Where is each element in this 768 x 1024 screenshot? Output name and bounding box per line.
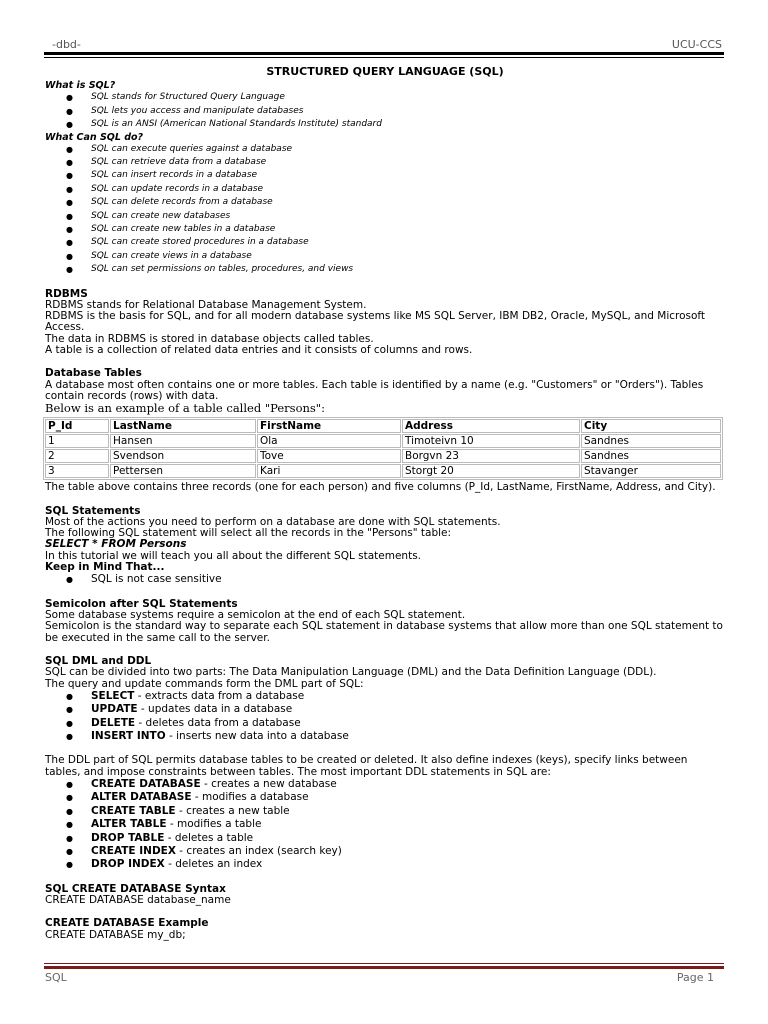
list-item [45,845,725,858]
table-cell: Pettersen [110,464,256,478]
persons-table [43,417,723,480]
description: - extracts data from a database [134,689,305,702]
table-cell: Tove [257,449,401,463]
list-item [45,717,725,730]
list-item [45,832,725,845]
statements-p3: In this tutorial we will teach you all about the different SQL statements. [45,549,422,562]
table-cell: Kari [257,464,401,478]
table-cell: Sandnes [581,449,721,463]
table-row [45,434,721,448]
dml-ddl-p2: The query and update commands form the DML part of SQL: [45,677,364,690]
list-item: ● SQL can create new tables in a database [45,223,725,236]
table-cell: Stavanger [581,464,721,478]
list-item [45,778,725,791]
table-header-cell: P_Id [45,419,109,433]
list-item: ● SQL is not case sensitive [45,573,725,586]
list-item: ● SQL can delete records from a database [45,196,725,209]
db-tables-p3: The table above contains three records (one for each person) and five columns (P_Id, LastName, FirstName, Address, and City). [45,481,716,494]
description: - updates data in a database [137,703,293,716]
footer-left: SQL [45,971,67,984]
list-item: ● SQL can create stored procedures in a database [45,236,725,249]
table-cell: Svendson [110,449,256,463]
keep-in-mind-heading: Keep in Mind That... [45,561,165,574]
semicolon-p2: Semicolon is the standard way to separate each SQL statement in database systems that allow more than one SQL statement to be executed in the same call to the server. [45,620,723,644]
header-right: UCU-CCS [671,38,722,51]
keyword: INSERT INTO [91,730,166,743]
rdbms-p2: RDBMS is the basis for SQL, and for all modern database systems like MS SQL Server, IBM DB2, Oracle, MySQL, and Microsoft Access. [45,310,706,334]
what-can-list [45,143,725,277]
table-row [45,449,721,463]
statements-code: SELECT * FROM Persons [45,538,187,551]
rdbms-p4: A table is a collection of related data entries and it consists of columns and rows. [45,344,473,357]
page-title: STRUCTURED QUERY LANGUAGE (SQL) [266,65,504,78]
description: - inserts new data into a database [165,730,349,743]
table-header-cell: FirstName [257,419,401,433]
rdbms-p3: The data in RDBMS is stored in database objects called tables. [45,332,374,345]
keyword: DELETE [91,716,136,729]
table-cell: 3 [45,464,109,478]
list-item [45,730,725,743]
what-is-list [45,91,725,131]
keyword: ALTER TABLE [91,818,167,831]
table-header-cell: LastName [110,419,256,433]
rdbms-heading: RDBMS [45,287,88,300]
list-item: ● SQL can execute queries against a database [45,143,725,156]
dml-ddl-p1: SQL can be divided into two parts: The Data Manipulation Language (DML) and the Data Definition Language (DDL). [45,666,657,679]
header-rule-thin [44,57,724,58]
keyword: UPDATE [91,703,138,716]
rdbms-p1: RDBMS stands for Relational Database Management System. [45,298,367,311]
description: - modifies a database [191,791,309,804]
db-tables-p2: Below is an example of a table called "Persons": [45,401,325,416]
list-item: ● SQL can retrieve data from a database [45,156,725,169]
page-content [45,66,725,941]
table-cell: Hansen [110,434,256,448]
keep-in-mind-list [45,573,725,586]
dml-ddl-p3: The DDL part of SQL permits database tables to be created or deleted. It also define indexes (keys), specify links between tables, and impose constraints between tables. The most important DDL statements in SQL are: [45,754,688,778]
list-item [45,805,725,818]
description: - deletes data from a database [135,716,301,729]
list-item [45,791,725,804]
keyword: CREATE TABLE [91,804,176,817]
table-cell: Timoteivn 10 [402,434,580,448]
keyword: ALTER DATABASE [91,791,192,804]
create-db-syntax-heading: SQL CREATE DATABASE Syntax [45,882,226,895]
keyword: DROP INDEX [91,858,165,871]
ddl-list [45,778,725,872]
semicolon-heading: Semicolon after SQL Statements [45,597,238,610]
footer-rule-thin [44,963,724,964]
create-db-example: CREATE DATABASE my_db; [45,928,186,941]
list-item: ● SQL is an ANSI (American National Standards Institute) standard [45,118,725,131]
table-cell: 1 [45,434,109,448]
keyword: DROP TABLE [91,831,165,844]
statements-p1: Most of the actions you need to perform on a database are done with SQL statements. [45,515,501,528]
table-cell: Ola [257,434,401,448]
description: - modifies a table [166,818,262,831]
footer-rule [44,966,724,969]
description: - creates a new database [200,778,337,791]
table-header-row [45,419,721,433]
list-item: ● SQL can insert records in a database [45,169,725,182]
table-cell: 2 [45,449,109,463]
keyword: CREATE DATABASE [91,778,201,791]
list-item: ● SQL can create views in a database [45,250,725,263]
description: - creates a new table [175,804,290,817]
db-tables-heading: Database Tables [45,367,142,380]
list-item [45,858,725,871]
dml-ddl-heading: SQL DML and DDL [45,654,152,667]
keyword: CREATE INDEX [91,845,176,858]
statements-p2: The following SQL statement will select all the records in the "Persons" table: [45,527,452,540]
header-rule [44,52,724,55]
description: - creates an index (search key) [175,845,342,858]
list-item: ● SQL can set permissions on tables, procedures, and views [45,263,725,276]
list-item: ● SQL can update records in a database [45,183,725,196]
create-db-example-heading: CREATE DATABASE Example [45,917,209,930]
table-header-cell: Address [402,419,580,433]
table-header-cell: City [581,419,721,433]
semicolon-p1: Some database systems require a semicolon at the end of each SQL statement. [45,609,466,622]
create-db-syntax: CREATE DATABASE database_name [45,894,231,907]
db-tables-p1: A database most often contains one or more tables. Each table is identified by a name (e.g. "Customers" or "Orders"). Tables contain records (rows) with data. [45,378,704,402]
description: - deletes a table [164,831,254,844]
header-left: -dbd- [52,38,81,51]
page-number: Page 1 [676,971,714,984]
list-item [45,690,725,703]
list-item: ● SQL lets you access and manipulate databases [45,105,725,118]
table-cell: Storgt 20 [402,464,580,478]
list-item: ● SQL stands for Structured Query Language [45,91,725,104]
list-item [45,818,725,831]
description: - deletes an index [164,858,263,871]
list-item [45,703,725,716]
table-row [45,464,721,478]
dml-list [45,690,725,744]
table-cell: Sandnes [581,434,721,448]
list-item: ● SQL can create new databases [45,210,725,223]
statements-heading: SQL Statements [45,504,141,517]
keyword: SELECT [91,689,135,702]
what-can-heading: What Can SQL do? [45,131,144,143]
what-is-heading: What is SQL? [45,80,116,92]
table-cell: Borgvn 23 [402,449,580,463]
